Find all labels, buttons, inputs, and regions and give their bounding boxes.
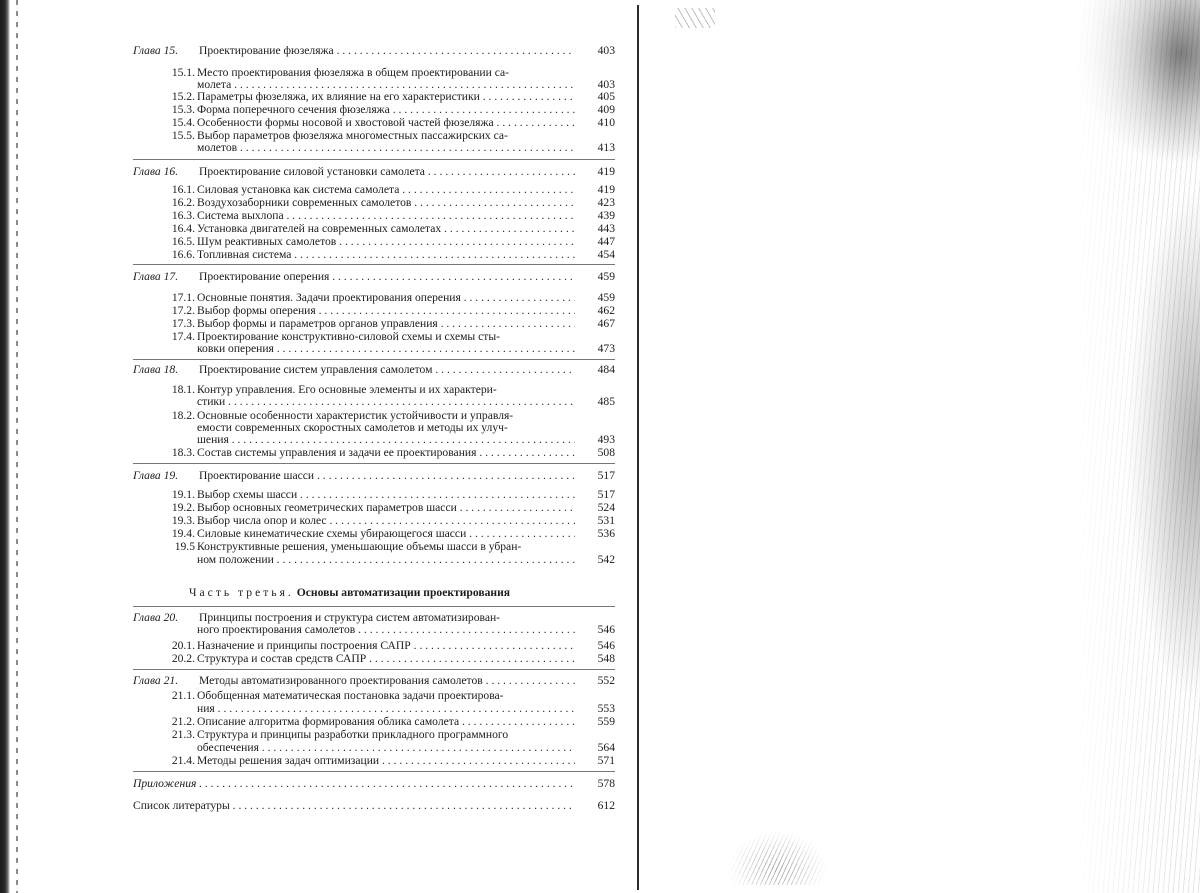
section-19-2	[133, 501, 615, 514]
section-21-2	[133, 715, 615, 728]
section-title-cont: молета . . .	[197, 78, 575, 91]
section-title: Выбор параметров фюзеляжа многоместных пассажирских са-	[197, 129, 508, 142]
section-title: Обобщенная математическая постановка задачи проектирова-	[197, 689, 504, 702]
chapter-19-heading	[133, 469, 615, 482]
page-number: 409	[597, 103, 615, 116]
page-number: 419	[597, 183, 615, 196]
section-21-1-cont	[133, 702, 615, 715]
page-number: 546	[597, 623, 615, 636]
page-number: 443	[597, 222, 615, 235]
section-16-3	[133, 209, 615, 222]
section-number: 21.4.	[171, 754, 195, 767]
section-number: 15.3.	[171, 103, 195, 116]
section-18-1-cont	[133, 395, 615, 408]
section-20-2	[133, 652, 615, 665]
chapter-title: Проектирование оперения . . .	[199, 270, 575, 283]
section-number: 21.3.	[171, 728, 195, 741]
page-number: 612	[597, 799, 615, 812]
page-number: 531	[597, 514, 615, 527]
section-19-4	[133, 527, 615, 540]
left-scan-streak	[16, 0, 18, 893]
divider-rule	[133, 264, 615, 265]
chapter-17-heading	[133, 270, 615, 283]
section-title: Проектирование конструктивно-силовой схемы и схемы сты-	[197, 330, 500, 343]
section-title-cont: ния . . .	[197, 702, 575, 715]
page-number: 571	[597, 754, 615, 767]
page-number: 552	[597, 674, 615, 687]
section-title: Описание алгоритма формирования облика самолета . . .	[197, 715, 575, 728]
section-number: 21.1.	[171, 689, 195, 702]
section-title: Структура и принципы разработки прикладного программного	[197, 728, 509, 741]
section-16-4	[133, 222, 615, 235]
page-number: 459	[597, 291, 615, 304]
section-title: Воздухозаборники современных самолетов . . .	[197, 196, 575, 209]
section-16-2	[133, 196, 615, 209]
section-title: Состав системы управления и задачи ее проектирования . . .	[197, 446, 575, 459]
page-number: 459	[597, 270, 615, 283]
section-title: Основные понятия. Задачи проектирования оперения . . .	[197, 291, 575, 304]
scan-speckle-top	[675, 8, 715, 28]
section-17-1	[133, 291, 615, 304]
page-number: 564	[597, 741, 615, 754]
section-number: 19.2.	[171, 501, 195, 514]
chapter-label: Глава 19.	[133, 469, 179, 482]
section-title-cont: ном положении . . .	[197, 553, 575, 566]
section-title-cont: ковки оперения . . .	[197, 342, 575, 355]
section-number: 16.5.	[171, 235, 195, 248]
section-number: 15.1.	[171, 66, 195, 79]
section-number: 15.4.	[171, 116, 195, 129]
page-number: 447	[597, 235, 615, 248]
section-number: 16.3.	[171, 209, 195, 222]
section-number: 17.1.	[171, 291, 195, 304]
chapter-title: Проектирование шасси . . .	[199, 469, 575, 482]
section-21-4	[133, 754, 615, 767]
section-21-3	[133, 728, 615, 741]
part-title: Основы автоматизации проектирования	[296, 586, 511, 599]
section-15-3	[133, 103, 615, 116]
page-number: 413	[597, 141, 615, 154]
section-title: Система выхлопа . . .	[197, 209, 575, 222]
page-number: 405	[597, 90, 615, 103]
page-number: 484	[597, 363, 615, 376]
section-title: Выбор основных геометрических параметров шасси . . .	[197, 501, 575, 514]
section-number: 17.3.	[171, 317, 195, 330]
section-number: 19.4.	[171, 527, 195, 540]
divider-rule	[133, 606, 615, 607]
page-number: 403	[597, 78, 615, 91]
section-title: Контур управления. Его основные элементы и их характери-	[197, 383, 497, 396]
section-17-3	[133, 317, 615, 330]
page-number: 517	[597, 488, 615, 501]
section-title: Силовая установка как система самолета . . .	[197, 183, 575, 196]
section-title: Силовые кинематические схемы убирающегося шасси . . .	[197, 527, 575, 540]
page-number: 410	[597, 116, 615, 129]
chapter-15-heading	[133, 44, 615, 57]
section-number: 16.1.	[171, 183, 195, 196]
page-number: 578	[597, 777, 615, 790]
divider-rule	[133, 669, 615, 670]
chapter-label: Глава 16.	[133, 165, 179, 178]
appendices-entry	[133, 777, 615, 790]
section-15-5-cont	[133, 141, 615, 154]
chapter-20-heading-cont	[133, 623, 615, 636]
section-20-1	[133, 639, 615, 652]
page-number: 536	[597, 527, 615, 540]
chapter-title-cont: ного проектирования самолетов . . .	[197, 623, 575, 636]
page-number: 559	[597, 715, 615, 728]
part-label: Часть третья.	[189, 586, 294, 599]
page-number: 493	[597, 433, 615, 446]
section-title: Особенности формы носовой и хвостовой частей фюзеляжа . . .	[197, 116, 575, 129]
page-number: 423	[597, 196, 615, 209]
chapter-label: Глава 15.	[133, 44, 179, 57]
chapter-title: Проектирование силовой установки самолета . . .	[199, 165, 575, 178]
chapter-21-heading	[133, 674, 615, 687]
page-number: 439	[597, 209, 615, 222]
chapter-16-heading	[133, 165, 615, 178]
section-title-cont: обеспечения . . .	[197, 741, 575, 754]
section-title: Шум реактивных самолетов . . .	[197, 235, 575, 248]
section-number: 16.2.	[171, 196, 195, 209]
page-number: 462	[597, 304, 615, 317]
page-number: 454	[597, 248, 615, 261]
section-number: 17.4.	[171, 330, 195, 343]
page-number: 546	[597, 639, 615, 652]
section-title-cont: стики . . .	[197, 395, 575, 408]
section-19-5	[133, 540, 615, 553]
section-title: Параметры фюзеляжа, их влияние на его характеристики . . .	[197, 90, 575, 103]
section-title: Топливная система . . .	[197, 248, 575, 261]
section-number: 21.2.	[171, 715, 195, 728]
section-title: Выбор формы и параметров органов управления . . .	[197, 317, 575, 330]
page-number: 542	[597, 553, 615, 566]
section-17-2	[133, 304, 615, 317]
scan-speckle-bottom	[728, 830, 828, 885]
section-title-cont: молетов . . .	[197, 141, 575, 154]
gutter-fold-line	[637, 5, 639, 890]
section-18-2-cont-b	[133, 433, 615, 446]
chapter-label: Глава 18.	[133, 363, 179, 376]
section-title: Установка двигателей на современных самолетах . . .	[197, 222, 575, 235]
appendices-title: Приложения . . .	[133, 777, 575, 790]
section-number: 19.1.	[171, 488, 195, 501]
divider-rule	[133, 359, 615, 360]
section-title: Методы решения задач оптимизации . . .	[197, 754, 575, 767]
bibliography-entry	[133, 799, 615, 812]
section-title: Место проектирования фюзеляжа в общем проектировании са-	[197, 66, 510, 79]
chapter-label: Глава 20.	[133, 611, 179, 624]
chapter-title: Проектирование фюзеляжа . . .	[199, 44, 575, 57]
section-number: 16.4.	[171, 222, 195, 235]
chapter-label: Глава 21.	[133, 674, 179, 687]
section-number: 18.2.	[171, 409, 195, 422]
divider-rule	[133, 771, 615, 772]
page-number: 403	[597, 44, 615, 57]
page-number: 485	[597, 395, 615, 408]
chapter-title: Методы автоматизированного проектирования самолетов . . .	[199, 674, 575, 687]
left-page-edge-shadow	[0, 0, 10, 893]
chapter-title: Проектирование систем управления самолетом . . .	[199, 363, 575, 376]
section-number: 16.6.	[171, 248, 195, 261]
section-title: Основные особенности характеристик устойчивости и управля-	[197, 409, 514, 422]
chapter-label: Глава 17.	[133, 270, 179, 283]
section-18-3	[133, 446, 615, 459]
section-title: Назначение и принципы построения САПР . . .	[197, 639, 575, 652]
chapter-title: Принципы построения и структура систем автоматизирован-	[199, 611, 501, 624]
divider-rule	[133, 463, 615, 464]
part-three-heading	[189, 586, 510, 599]
page-number: 553	[597, 702, 615, 715]
section-number: 20.2.	[171, 652, 195, 665]
page-number: 548	[597, 652, 615, 665]
section-title: Выбор числа опор и колес . . .	[197, 514, 575, 527]
right-page-edge-noise	[1070, 0, 1200, 893]
section-title-cont: емости современных скоростных самолетов и методы их улуч-	[197, 421, 508, 434]
section-number: 15.2.	[171, 90, 195, 103]
section-15-4	[133, 116, 615, 129]
section-number: 18.1.	[171, 383, 195, 396]
section-title: Форма поперечного сечения фюзеляжа . . .	[197, 103, 575, 116]
section-16-6	[133, 248, 615, 261]
page-number: 508	[597, 446, 615, 459]
section-title: Выбор схемы шасси . . .	[197, 488, 575, 501]
section-19-1	[133, 488, 615, 501]
bibliography-title: Список литературы . . .	[133, 799, 575, 812]
section-number: 18.3.	[171, 446, 195, 459]
section-15-2	[133, 90, 615, 103]
page-number: 524	[597, 501, 615, 514]
section-number: 20.1.	[171, 639, 195, 652]
section-title-cont: шения . . .	[197, 433, 575, 446]
page-number: 419	[597, 165, 615, 178]
chapter-18-heading	[133, 363, 615, 376]
section-19-3	[133, 514, 615, 527]
section-number: 15.5.	[171, 129, 195, 142]
page-number: 517	[597, 469, 615, 482]
section-19-5-cont	[133, 553, 615, 566]
section-title: Конструктивные решения, уменьшающие объемы шасси в убран-	[197, 540, 522, 553]
section-16-1	[133, 183, 615, 196]
section-title: Выбор формы оперения . . .	[197, 304, 575, 317]
section-16-5	[133, 235, 615, 248]
section-21-1	[133, 689, 615, 702]
page-number: 467	[597, 317, 615, 330]
section-number: 19.3.	[171, 514, 195, 527]
section-title: Структура и состав средств САПР . . .	[197, 652, 575, 665]
section-number: 19.5	[174, 540, 195, 553]
section-17-4-cont	[133, 342, 615, 355]
section-21-3-cont	[133, 741, 615, 754]
section-number: 17.2.	[171, 304, 195, 317]
page-number: 473	[597, 342, 615, 355]
divider-rule	[133, 159, 615, 160]
